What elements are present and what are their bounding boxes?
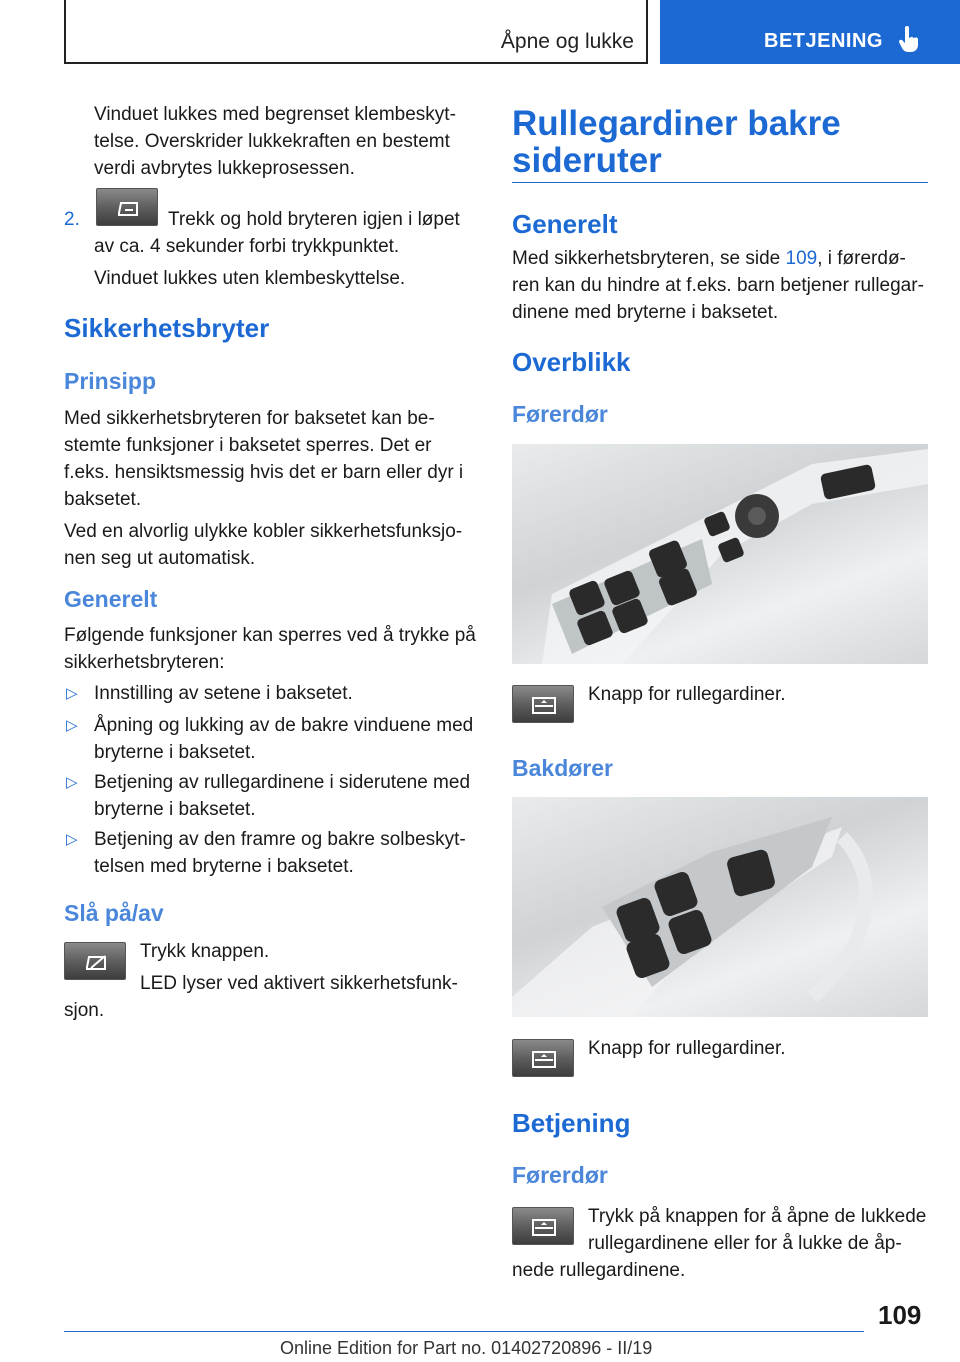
footer-rule [64,1331,864,1332]
heading-safety-switch: Sikkerhetsbryter [64,313,270,343]
list-item-cont: bryterne i baksetet. [94,799,256,820]
driver-door-switch-photo [512,444,928,664]
paragraph-line: Følgende funksjoner kan sperres ved å trykke på [64,625,476,646]
list-item: Betjening av rullegardinene i siderutene med [94,772,471,793]
page-link[interactable]: 109 [785,248,818,269]
paragraph-line: Ved en alvorlig ulykke kobler sikkerhetsfunksjo- [64,521,463,542]
paragraph-line: Trykk på knappen for å åpne de lukkede [588,1206,927,1227]
header-section-box [64,0,648,64]
header-chapter-title: BETJENING [764,30,883,52]
window-switch-pull-icon [96,188,158,226]
section-title-line: sideruter [512,141,662,180]
paragraph-line: dinene med bryterne i baksetet. [512,302,779,323]
step-number: 2. [64,209,80,230]
paragraph-line: Med sikkerhetsbryteren for baksetet kan be- [64,408,435,429]
rear-blinds-button-icon [512,685,574,723]
list-item: Åpning og lukking av de bakre vinduene med [94,715,474,736]
heading-on-off: Slå på/av [64,900,164,926]
heading-overview: Overblikk [512,347,631,377]
paragraph-line: sikkerhetsbryteren: [64,652,225,673]
safety-switch-icon [64,942,126,980]
heading-operation: Betjening [512,1108,631,1138]
paragraph-line: baksetet. [64,489,142,510]
bullet-triangle-icon: ▷ [66,717,78,734]
step-result: Vinduet lukkes uten klembeskyttelse. [94,268,406,289]
footer-edition: Online Edition for Part no. 01402720896 - II/19 [280,1338,653,1358]
paragraph-line: ren kan du hindre at f.eks. barn betjener rullegar- [512,275,924,296]
paragraph-line: sjon. [64,1000,105,1021]
rear-door-switch-photo [512,797,928,1017]
bullet-triangle-icon: ▷ [66,685,78,702]
text-run: Med sikkerhetsbryteren, se side [512,248,786,269]
text-run: , i førerdø- [817,248,906,269]
heading-driver-door-2: Førerdør [512,1162,608,1188]
step-text: av ca. 4 sekunder forbi trykkpunktet. [94,236,400,257]
paragraph-line: nede rullegardinene. [512,1260,686,1281]
paragraph-line: stemte funksjoner i baksetet sperres. Det er [64,435,432,456]
image-caption: Knapp for rullegardiner. [588,1038,786,1059]
heading-rear-doors: Bakdører [512,755,613,781]
header-chapter-tab [660,0,960,64]
paragraph-line: telse. Overskrider lukkekraften en bestemt [94,131,450,152]
pointing-hand-icon [898,26,920,59]
paragraph-line: f.eks. hensiktsmessig hvis det er barn eller dyr i [64,462,464,483]
heading-principle: Prinsipp [64,368,157,394]
list-item: Innstilling av setene i baksetet. [94,683,353,704]
paragraph-line: rullegardinene eller for å lukke de åp- [588,1233,902,1254]
section-title-line: Rullegardiner bakre [512,104,841,143]
paragraph-line: LED lyser ved aktivert sikkerhetsfunk- [140,973,458,994]
header-section-title: Åpne og lukke [500,30,634,53]
list-item-cont: bryterne i baksetet. [94,742,256,763]
bullet-triangle-icon: ▷ [66,831,78,848]
heading-general-right: Generelt [512,209,618,239]
bullet-triangle-icon: ▷ [66,774,78,791]
paragraph-line [512,245,906,272]
paragraph-line: verdi avbrytes lukkeprosessen. [94,158,355,179]
paragraph-line: nen seg ut automatisk. [64,548,256,569]
step-text: Trekk og hold bryteren igjen i løpet [168,209,460,230]
list-item: Betjening av den framre og bakre solbeskyt- [94,829,466,850]
paragraph-line: Trykk knappen. [140,941,270,962]
rear-blinds-button-icon [512,1039,574,1077]
page-number: 109 [878,1300,922,1330]
heading-general: Generelt [64,586,158,612]
paragraph-line: Vinduet lukkes med begrenset klembeskyt- [94,104,456,125]
title-rule [512,182,928,183]
heading-driver-door: Førerdør [512,401,608,427]
list-item-cont: telsen med bryterne i baksetet. [94,856,354,877]
image-caption: Knapp for rullegardiner. [588,684,786,705]
rear-blinds-button-icon [512,1207,574,1245]
